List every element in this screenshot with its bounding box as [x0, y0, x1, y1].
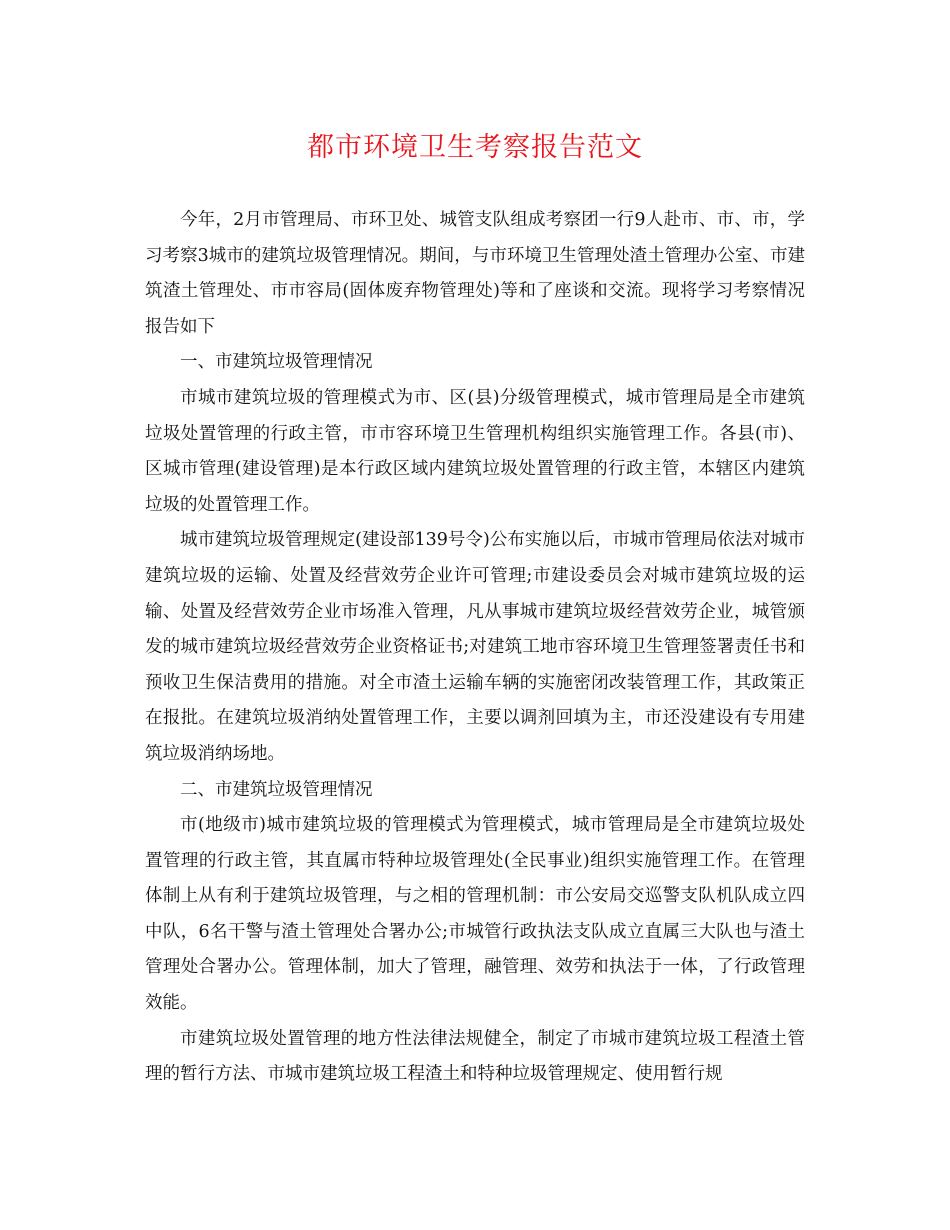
paragraph-intro: 今年，2月市管理局、市环卫处、城管支队组成考察团一行9人赴市、市、市，学习考察3城市的建筑垃圾管理情况。期间，与市环境卫生管理处渣土管理办公室、市建筑渣土管理处、市市容局(固体废弃物管理处)等和了座谈和交流。现将学习考察情况报告如下: [145, 210, 805, 337]
document-body: [145, 203, 805, 1093]
paragraph-prefecture-model: 市(地级市)城市建筑垃圾的管理模式为管理模式，城市管理局是全市建筑垃圾处置管理的行政主管，其直属市特种垃圾管理处(全民事业)组织实施管理工作。在管理体制上从有利于建筑垃圾管理，与之相的管理机制：市公安局交巡警支队机队成立四中队，6名干警与渣土管理处合署办公;市城管行政执法支队成立直属三大队也与渣土管理处合署办公。管理体制，加大了管理，融管理、效劳和执法于一体，了行政管理效能。: [145, 815, 805, 1014]
paragraph-local-laws: 市建筑垃圾处置管理的地方性法律法规健全，制定了市城市建筑垃圾工程渣土管理的暂行方法、市城市建筑垃圾工程渣土和特种垃圾管理规定、使用暂行规: [145, 1028, 805, 1085]
section-heading-1: 一、市建筑垃圾管理情况: [180, 352, 373, 373]
section-heading-2: 二、市建筑垃圾管理情况: [180, 779, 373, 800]
paragraph-regulation: 城市建筑垃圾管理规定(建设部139号令)公布实施以后，市城市管理局依法对城市建筑垃圾的运输、处置及经营效劳企业许可管理;市建设委员会对城市建筑垃圾的运输、处置及经营效劳企业市场准入管理，凡从事城市建筑垃圾经营效劳企业，城管颁发的城市建筑垃圾经营效劳企业资格证书;对建筑工地市容环境卫生管理签署责任书和预收卫生保洁费用的措施。对全市渣土运输车辆的实施密闭改装管理工作，其政策正在报批。在建筑垃圾消纳处置管理工作，主要以调剂回填为主，市还没建设有专用建筑垃圾消纳场地。: [145, 530, 805, 764]
paragraph-management-model: 市城市建筑垃圾的管理模式为市、区(县)分级管理模式，城市管理局是全市建筑垃圾处置管理的行政主管，市市容环境卫生管理机构组织实施管理工作。各县(市)、区城市管理(建设管理)是本行政区域内建筑垃圾处置管理的行政主管，本辖区内建筑垃圾的处置管理工作。: [145, 387, 805, 515]
document-title: 都市环境卫生考察报告范文: [307, 132, 643, 163]
